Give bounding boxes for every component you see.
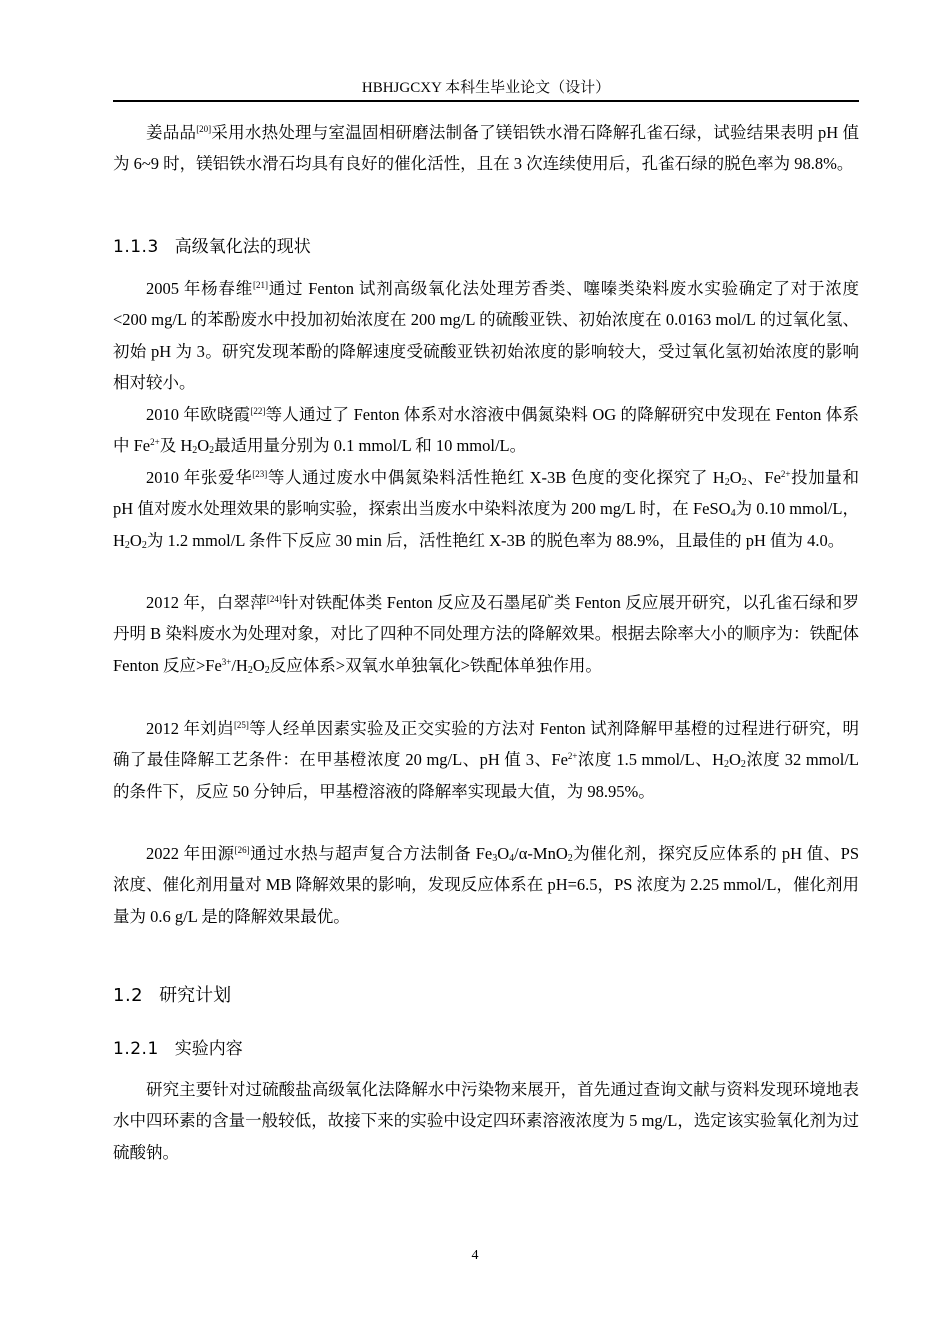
header-title: HBHJGCXY 本科生毕业论文（设计） (361, 80, 611, 96)
page-number: 4 (471, 1248, 479, 1263)
citation: [23] (252, 469, 268, 479)
section-heading-1-2-1 (113, 1039, 243, 1059)
section-number: 1.2.1 (113, 1039, 159, 1059)
paragraph-2012-liu: 2012 年刘岿[25]等人经单因素实验及正交实验的方法对 Fenton 试剂降解甲基橙的过程进行研究，明确了最佳降解工艺条件：在甲基橙浓度 20 mg/L、pH 值 3、$Fe^{2+}$浓度 1.5 mmol/L、$H_2O_2$浓度 32 mmol/L 的条件下，反应 50 分钟后，甲基橙溶液的降解率实现最大值，为 98.95%。 (113, 719, 860, 801)
paragraph-2010-ou: 2010 年欧晓霞[22]等人通过了 Fenton 体系对水溶液中偶氮染料 OG 的降解研究中发现在 Fenton 体系中 $Fe^{2+}$及 $H_2O_2$最适用量分别为 0.1 mmol/L 和 10 mmol/L。 (113, 405, 860, 457)
paragraph-plan: 研究主要针对过硫酸盐高级氧化法降解水中污染物来展开，首先通过查询文献与资料发现环境地表水中四环素的含量一般较低，故接下来的实验中设定四环素溶液浓度为 5 mg/L，选定该实验氧化剂为过硫酸钠。 (113, 1080, 859, 1162)
section-title: 实验内容 (174, 1039, 243, 1059)
section-title: 高级氧化法的现状 (174, 237, 311, 257)
section-number: 1.1.3 (113, 237, 159, 257)
page-header (113, 78, 859, 98)
section-title: 研究计划 (159, 985, 232, 1006)
citation: [24] (266, 594, 282, 604)
section-heading-1-1-3 (113, 237, 311, 257)
citation: [25] (233, 720, 249, 730)
paragraph-2005: 2005 年杨春维[21]通过 Fenton 试剂高级氧化法处理芳香类、噻嗪类染料废水实验确定了对于浓度<200 mg/L 的苯酚废水中投加初始浓度在 200 mg/L 的硫酸亚铁、初始浓度在 0.0163 mol/L 的过氧化氢、初始 pH 为 3。研究发现苯酚的降解速度受硫酸亚铁初始浓度的影响较大，受过氧化氢初始浓度的影响相对较小。 (113, 279, 859, 392)
citation: [20] (196, 124, 212, 134)
citation: [22] (250, 406, 266, 416)
citation: [26] (234, 845, 250, 855)
header-rule (113, 100, 859, 102)
paragraph-intro: 姜品品[20]采用水热处理与室温固相研磨法制备了镁铝铁水滑石降解孔雀石绿，试验结果表明 pH 值为 6~9 时，镁铝铁水滑石均具有良好的催化活性，且在 3 次连续使用后，孔雀石绿的脱色率为 98.8%。 (113, 123, 859, 174)
section-number: 1.2 (113, 985, 144, 1006)
citation: [21] (252, 280, 268, 290)
paragraph-2010-zhang: 2010 年张爱华[23]等人通过废水中偶氮染料活性艳红 X-3B 色度的变化探究了 $H_2O_2$、$Fe^{2+}$投加量和 pH 值对废水处理效果的影响实验，探索出当废水中染料浓度为 200 mg/L 时，在 FeSO$_4$为 0.10 mmol/L，$H_2O_2$为 1.2 mmol/L 条件下反应 30 min 后，活性艳红 X-3B 的脱色率为 88.9%，且最佳的 pH 值为 4.0。 (113, 468, 860, 551)
paragraph-2012-bai: 2012 年，白翠萍[24]针对铁配体类 Fenton 反应及石墨尾矿类 Fenton 反应展开研究，以孔雀石绿和罗丹明 B 染料废水为处理对象，对比了四种不同处理方法的降解效果。根据去除率大小的顺序为：铁配体 Fenton 反应$>Fe^{3+}/H_2O_2$反应体系>双氧水单独氧化>铁配体单独作用。 (113, 593, 859, 676)
paragraph-2022: 2022 年田源[26]通过水热与超声复合方法制备 $Fe_3O_4/\alpha-MnO_2$为催化剂，探究反应体系的 pH 值、PS 浓度、催化剂用量对 MB 降解效果的影响，发现反应体系在 pH=6.5，PS 浓度为 2.25 mmol/L，催化剂用量为 0.6 g/L 是的降解效果最优。 (113, 844, 859, 926)
section-heading-1-2 (113, 985, 231, 1007)
